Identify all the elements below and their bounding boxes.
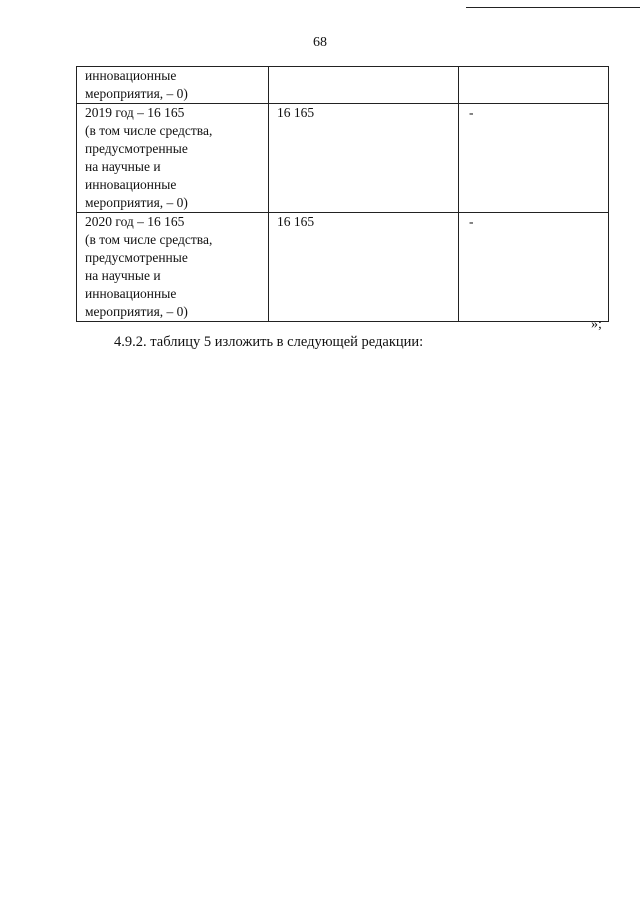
table-cell-extra [459,67,609,104]
table-cell-period [77,104,269,213]
cell-text-line: инновационные [85,68,177,83]
cell-dash-text: - [469,214,474,229]
top-rule [466,7,640,8]
cell-text-line: 2019 год – 16 165 [85,105,185,120]
table-cell-amount [269,213,459,322]
cell-text-line: предусмотренные [85,141,188,156]
cell-text-line: 2020 год – 16 165 [85,214,185,229]
cell-text-line: инновационные [85,177,177,192]
cell-text-line: (в том числе средства, [85,232,213,247]
table-row [77,67,609,104]
cell-text-line: инновационные [85,286,177,301]
table-cell-amount [269,104,459,213]
cell-text-line: мероприятия, – 0) [85,86,188,101]
table-cell-period [77,67,269,104]
table-cell-extra [459,104,609,213]
table-cell-extra [459,213,609,322]
cell-text-line: предусмотренные [85,250,188,265]
funding-table [76,66,609,322]
table-cell-period [77,213,269,322]
table-cell-amount [269,67,459,104]
cell-text-line: на научные и [85,159,161,174]
table-row [77,104,609,213]
cell-text-line: (в том числе средства, [85,123,213,138]
cell-amount-text: 16 165 [277,214,315,229]
closing-quote: »; [591,317,602,332]
cell-text-line: на научные и [85,268,161,283]
page-number: 68 [313,35,327,50]
cell-text-line: мероприятия, – 0) [85,304,188,319]
amendment-instruction: 4.9.2. таблицу 5 изложить в следующей редакции: [114,334,424,350]
cell-amount-text: 16 165 [277,105,315,120]
table-row [77,213,609,322]
cell-text-line: мероприятия, – 0) [85,195,188,210]
cell-dash-text: - [469,105,474,120]
